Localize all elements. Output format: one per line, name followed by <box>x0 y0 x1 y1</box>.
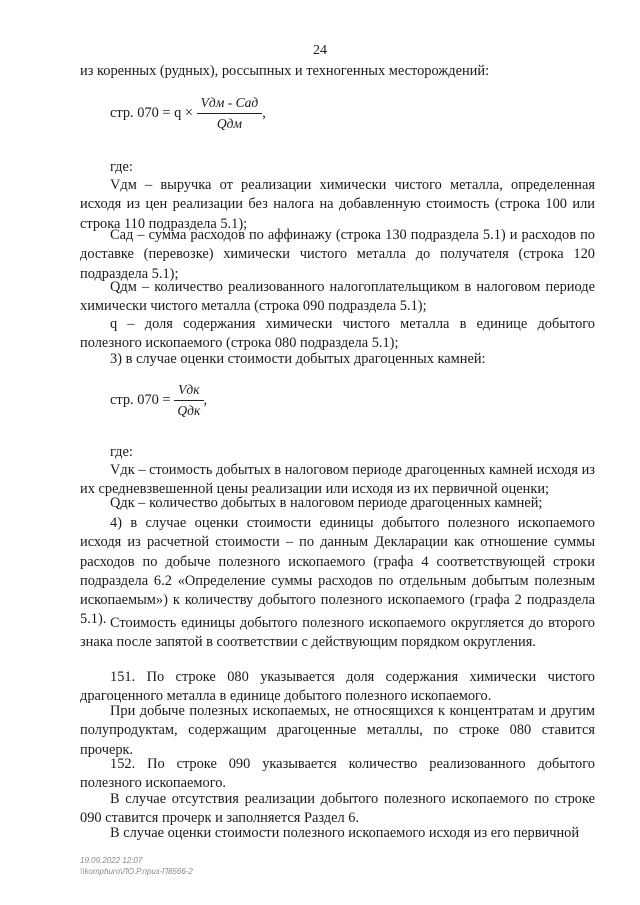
item-3: 3) в случае оценки стоимости добытых драгоценных камней: <box>110 351 486 367</box>
footer-stamp <box>80 855 193 877</box>
fraction <box>197 95 263 132</box>
rounding-paragraph: Стоимость единицы добытого полезного ископаемого округляется до второго знака после запятой в соответствии с действующим порядком округления. <box>80 615 595 651</box>
formula-070-metal <box>110 95 266 132</box>
fraction-denominator: Qдк <box>177 403 201 418</box>
intro-line: из коренных (рудных), россыпных и техногенных месторождений: <box>80 63 490 79</box>
def-c-ad: Cад – сумма расходов по аффинажу (строка 130 подраздела 5.1) и расходов по доставке (перевозке) химически чистого металла до получателя (строка 120 подраздела 5.1); <box>80 227 595 282</box>
formula-lhs: стр. 070 = q × <box>110 104 194 121</box>
formula-070-stones <box>110 382 207 419</box>
where-label: где: <box>110 159 133 175</box>
fraction-numerator: Vдм - Cад <box>197 95 263 114</box>
paragraph-151: 151. По строке 080 указывается доля содержания химически чистого драгоценного металла в единице добытого полезного ископаемого. <box>80 669 595 705</box>
def-v-dk: Vдк – стоимость добытых в налоговом периоде драгоценных камней исходя из их средневзвешенной цены реализации или исходя из их первичной оценки; <box>80 462 595 498</box>
def-q-share: q – доля содержания химически чистого металла в единице добытого полезного ископаемого (строка 080 подраздела 5.1); <box>80 316 595 352</box>
paragraph-151-note: При добыче полезных ископаемых, не относящихся к концентратам и другим полупродуктам, содержащим драгоценные металлы, по строке 080 ставится прочерк. <box>80 703 595 758</box>
footer-path: \\komphuro\ЛО.Р.приз-П8566-2 <box>80 867 193 876</box>
def-v-dm: Vдм – выручка от реализации химически чистого металла, определенная исходя из цен реализации без налога на добавленную стоимость (строка 100 или строка 110 подраздела 5.1); <box>80 177 595 232</box>
paragraph-152: 152. По строке 090 указывается количество реализованного добытого полезного ископаемого. <box>80 756 595 792</box>
def-q-dk: Qдк – количество добытых в налоговом периоде драгоценных камней; <box>110 495 543 511</box>
def-q-dm: Qдм – количество реализованного налогоплательщиком в налоговом периоде химически чистого металла (строка 090 подраздела 5.1); <box>80 279 595 315</box>
last-line: В случае оценки стоимости полезного ископаемого исходя из его первичной <box>110 825 580 841</box>
paragraph-152-note: В случае отсутствия реализации добытого полезного ископаемого по строке 090 ставится прочерк и заполняется Раздел 6. <box>80 791 595 827</box>
item-4: 4) в случае оценки стоимости единицы добытого полезного ископаемого исходя из расчетной стоимости – по данным Декларации как отношение суммы расходов по добыче полезного ископаемого (графа 4 соответствующей строки подраздела 6.2 «Определение суммы расходов по отдельным добытым полезным ископаемым») к количеству добытого полезного ископаемого (графа 2 подраздела 5.1). <box>80 515 595 628</box>
page-number: 24 <box>313 43 327 58</box>
fraction <box>174 382 203 419</box>
footer-datetime: 19.09.2022 12:07 <box>80 856 143 865</box>
where-label: где: <box>110 444 133 460</box>
fraction-numerator: Vдк <box>174 382 203 401</box>
fraction-denominator: Qдм <box>216 116 243 131</box>
formula-tail: , <box>262 104 266 121</box>
formula-lhs: стр. 070 = <box>110 391 171 408</box>
formula-tail: , <box>203 391 208 408</box>
